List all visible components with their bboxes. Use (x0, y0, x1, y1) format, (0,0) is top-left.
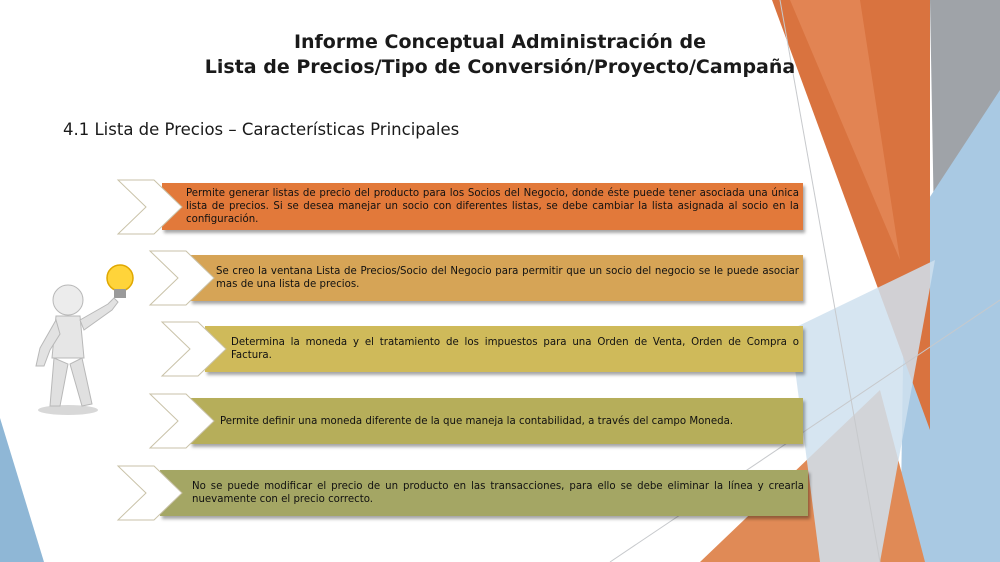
feature-item-5-text: No se puede modificar el precio de un producto en las transacciones, para ello se debe eliminar la línea y crearla nuevamente con el precio correcto. (192, 481, 804, 505)
feature-item-4 (190, 398, 803, 444)
chevron-icon (116, 464, 186, 522)
slide-title (170, 30, 830, 80)
section-heading: 4.1 Lista de Precios – Características Principales (63, 120, 460, 139)
feature-item-2-text: Se creo la ventana Lista de Precios/Socio del Negocio para permitir que un socio del negocio se le puede asociar mas de una lista de precios. (216, 266, 799, 290)
figure-with-lightbulb-icon (30, 258, 140, 418)
feature-item-3 (205, 326, 803, 372)
feature-item-1 (162, 183, 803, 230)
feature-item-4-text: Permite definir una moneda diferente de la que maneja la contabilidad, a través del campo Moneda. (220, 415, 734, 427)
feature-item-2 (190, 255, 803, 301)
chevron-icon (148, 392, 218, 450)
left-blue-triangle (0, 418, 44, 562)
title-line-1: Informe Conceptual Administración de (293, 31, 707, 53)
chevron-icon (160, 320, 230, 378)
chevron-icon (148, 249, 218, 307)
chevron-icon (116, 178, 186, 236)
feature-item-3-text: Determina la moneda y el tratamiento de los impuestos para una Orden de Venta, Orden de Compra o Factura. (231, 337, 799, 361)
feature-item-5 (160, 470, 808, 516)
title-line-2: Lista de Precios/Tipo de Conversión/Proyecto/Campaña (204, 56, 796, 78)
feature-item-1-text: Permite generar listas de precio del producto para los Socios del Negocio, donde éste puede tener asociada una única lista de precios. Si se desea manejar un socio con diferentes listas, se debe cambiar la lista asignada al socio en la configuración. (186, 188, 799, 225)
